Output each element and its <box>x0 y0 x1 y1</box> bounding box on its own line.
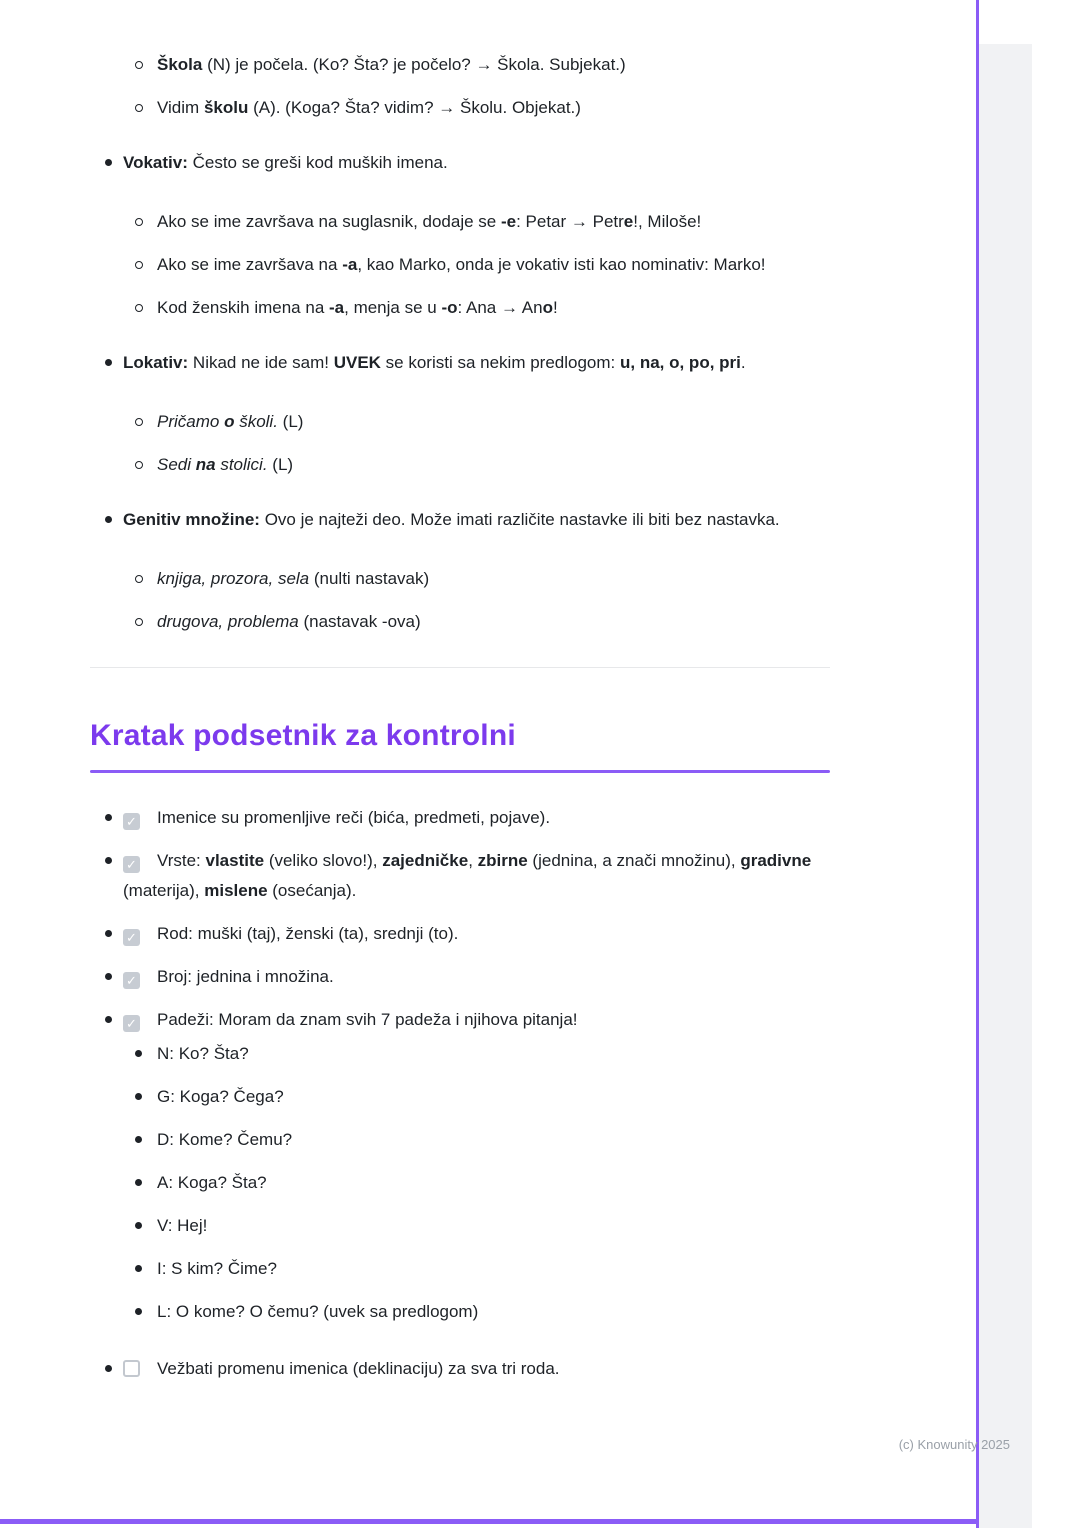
note-item <box>135 564 830 594</box>
disc-bullet-icon <box>135 1050 142 1057</box>
text-segment: (jednina, a znači množinu), <box>527 851 741 870</box>
text-segment: -a <box>342 255 358 274</box>
note-item <box>135 450 830 480</box>
circle-bullet-icon <box>135 218 143 226</box>
disc-bullet-icon <box>105 359 112 366</box>
text-segment: (nulti nastavak) <box>309 569 430 588</box>
circle-bullet-icon <box>135 207 157 226</box>
checklist-row <box>105 1005 830 1035</box>
disc-bullet-icon <box>135 1082 157 1100</box>
disc-bullet-icon <box>105 973 112 980</box>
disc-bullet-icon <box>135 1136 142 1143</box>
reminder-checklist <box>90 803 830 1384</box>
checklist-text <box>123 962 830 992</box>
text-segment: na <box>195 455 216 474</box>
text-segment: : Petar → Petr <box>516 212 624 231</box>
case-text: G: Koga? Čega? <box>157 1087 284 1106</box>
disc-bullet-icon <box>105 348 123 366</box>
text-segment: školu <box>203 98 249 117</box>
disc-bullet-icon <box>105 505 123 523</box>
circle-bullet-icon <box>135 450 157 469</box>
text-segment: Vokativ: <box>123 153 188 172</box>
disc-bullet-icon <box>105 159 112 166</box>
disc-bullet-icon <box>135 1168 157 1186</box>
circle-bullet-icon <box>135 293 157 312</box>
note-item <box>135 93 830 123</box>
note-item <box>135 293 830 323</box>
disc-bullet-icon <box>105 1016 112 1023</box>
text-segment: (N) je počela. (Ko? Šta? je počelo? → Škola. Subjekat.) <box>202 55 626 74</box>
checklist-row <box>105 803 830 833</box>
note-text <box>157 450 830 480</box>
circle-bullet-icon <box>135 575 143 583</box>
text-segment: !, Miloše! <box>633 212 702 231</box>
disc-bullet-icon <box>135 1179 142 1186</box>
checklist-item <box>105 1005 830 1327</box>
checkbox-checked-icon[interactable]: ✓ <box>123 856 140 873</box>
circle-bullet-icon <box>135 93 157 112</box>
text-segment: Škola <box>157 55 203 74</box>
note-row <box>135 607 830 637</box>
case-item <box>135 1211 830 1241</box>
circle-bullet-icon <box>135 104 143 112</box>
case-row <box>135 1125 830 1155</box>
text-segment: Sedi <box>157 455 196 474</box>
checklist-text <box>123 846 830 906</box>
text-segment: (L) <box>277 412 304 431</box>
text-segment: Nikad ne ide sam! <box>188 353 334 372</box>
text-segment: o <box>542 298 553 317</box>
checklist-text <box>123 1005 830 1035</box>
note-row <box>135 450 830 480</box>
disc-bullet-icon <box>135 1308 142 1315</box>
text-segment: , menja se u <box>344 298 442 317</box>
checklist-item <box>105 846 830 906</box>
text-segment: zbirne <box>477 851 528 870</box>
note-row <box>135 50 830 80</box>
text-segment: (materija), <box>123 881 205 900</box>
note-text <box>157 407 830 437</box>
circle-bullet-icon <box>135 250 157 269</box>
text-segment: stolici. <box>215 455 268 474</box>
text-segment: knjiga, prozora, sela <box>157 569 310 588</box>
text-segment: Pričamo <box>157 412 225 431</box>
text-segment: Vrste: <box>157 851 206 870</box>
text-segment: (L) <box>267 455 294 474</box>
note-item <box>135 250 830 280</box>
text-segment: , <box>468 851 478 870</box>
text-segment: Broj: jednina i množina. <box>157 967 334 986</box>
text-segment: , kao Marko, onda je vokativ isti kao nominativ: Marko! <box>357 255 766 274</box>
case-item <box>135 1168 830 1198</box>
disc-bullet-icon <box>135 1211 157 1229</box>
note-item <box>135 607 830 637</box>
disc-bullet-icon <box>105 1005 123 1023</box>
text-segment: Vežbati promenu imenica (deklinaciju) za sva tri roda. <box>157 1359 560 1378</box>
text-segment: (osećanja). <box>267 881 357 900</box>
disc-bullet-icon <box>135 1125 157 1143</box>
checkbox-checked-icon[interactable]: ✓ <box>123 929 140 946</box>
checkbox-checked-icon[interactable]: ✓ <box>123 1015 140 1032</box>
disc-bullet-icon <box>135 1254 157 1272</box>
text-segment: (veliko slovo!), <box>264 851 383 870</box>
circle-bullet-icon <box>135 304 143 312</box>
case-row <box>135 1039 830 1069</box>
case-row <box>135 1082 830 1112</box>
text-segment: Rod: muški (taj), ženski (ta), srednji (to). <box>157 924 459 943</box>
text-segment: školi. <box>234 412 278 431</box>
case-item <box>135 1125 830 1155</box>
disc-bullet-icon <box>105 814 112 821</box>
note-row <box>135 207 830 237</box>
text-segment: Vidim <box>157 98 204 117</box>
text-segment: se koristi sa nekim predlogom: <box>380 353 620 372</box>
content-column <box>90 50 830 1384</box>
text-segment: zajedničke <box>382 851 469 870</box>
checklist-row <box>105 1354 830 1384</box>
note-item <box>105 505 830 535</box>
note-text <box>123 348 830 378</box>
note-text <box>157 564 830 594</box>
page-right-border <box>976 0 979 1528</box>
text-segment: Ovo je najteži deo. Može imati različite nastavke ili biti bez nastavka. <box>259 510 780 529</box>
text-segment: Kod ženskih imena na <box>157 298 329 317</box>
disc-bullet-icon <box>105 919 123 937</box>
circle-bullet-icon <box>135 564 157 583</box>
case-item <box>135 1254 830 1284</box>
checklist-row <box>105 846 830 906</box>
note-row <box>135 407 830 437</box>
disc-bullet-icon <box>135 1093 142 1100</box>
case-item <box>135 1297 830 1327</box>
text-segment: u, na, o, po, pri <box>619 353 741 372</box>
checklist-row <box>105 919 830 949</box>
text-segment: o <box>224 412 235 431</box>
case-row <box>135 1168 830 1198</box>
checkbox-checked-icon[interactable]: ✓ <box>123 972 140 989</box>
text-segment: Ako se ime završava na suglasnik, dodaje se <box>157 212 501 231</box>
circle-bullet-icon <box>135 261 143 269</box>
footer-credit: (c) Knowunity 2025 <box>898 1437 1010 1452</box>
checklist-text <box>123 803 830 833</box>
note-text <box>123 148 830 178</box>
text-segment: -a <box>329 298 345 317</box>
circle-bullet-icon <box>135 50 157 69</box>
disc-bullet-icon <box>105 148 123 166</box>
text-segment: Imenice su promenljive reči (bića, predmeti, pojave). <box>157 808 551 827</box>
checklist-item <box>105 962 830 992</box>
text-segment: ! <box>552 298 558 317</box>
note-text <box>157 207 830 237</box>
circle-bullet-icon <box>135 407 157 426</box>
disc-bullet-icon <box>105 930 112 937</box>
disc-bullet-icon <box>105 1354 123 1372</box>
note-row <box>135 293 830 323</box>
checklist-item <box>105 919 830 949</box>
case-questions-list <box>135 1039 830 1327</box>
circle-bullet-icon <box>135 61 143 69</box>
note-row <box>105 348 830 378</box>
heading-underline <box>90 770 830 773</box>
case-text: D: Kome? Čemu? <box>157 1130 293 1149</box>
case-text: I: S kim? Čime? <box>157 1259 277 1278</box>
grammar-notes-list <box>90 50 830 637</box>
circle-bullet-icon <box>135 607 157 626</box>
disc-bullet-icon <box>105 1365 112 1372</box>
note-item <box>105 348 830 378</box>
note-text <box>157 93 830 123</box>
text-segment: drugova, problema <box>157 612 299 631</box>
checklist-item <box>105 1354 830 1384</box>
note-row <box>105 505 830 535</box>
case-item <box>135 1082 830 1112</box>
case-text: V: Hej! <box>157 1216 208 1235</box>
note-row <box>105 148 830 178</box>
disc-bullet-icon <box>135 1039 157 1057</box>
note-text <box>157 50 830 80</box>
checklist-text <box>123 1354 830 1384</box>
text-segment: UVEK <box>333 353 381 372</box>
circle-bullet-icon <box>135 418 143 426</box>
disc-bullet-icon <box>105 846 123 864</box>
disc-bullet-icon <box>135 1222 142 1229</box>
text-segment: . <box>740 353 746 372</box>
disc-bullet-icon <box>135 1297 157 1315</box>
section-heading: Kratak podsetnik za kontrolni <box>90 719 516 752</box>
disc-bullet-icon <box>105 962 123 980</box>
text-segment: Genitiv množine: <box>123 510 260 529</box>
note-text <box>157 293 830 323</box>
text-segment: gradivne <box>740 851 812 870</box>
note-item <box>105 148 830 178</box>
section-divider <box>90 667 830 668</box>
checklist-row <box>105 962 830 992</box>
note-item <box>135 207 830 237</box>
checklist-item <box>105 803 830 833</box>
page-bottom-border <box>0 1519 979 1524</box>
text-segment: (A). (Koga? Šta? vidim? → Školu. Objekat.) <box>248 98 581 117</box>
scrollbar-track[interactable] <box>979 44 1032 1528</box>
checklist-text <box>123 919 830 949</box>
text-segment: mislene <box>204 881 268 900</box>
disc-bullet-icon <box>105 857 112 864</box>
note-item <box>135 50 830 80</box>
text-segment: Ako se ime završava na <box>157 255 343 274</box>
case-row <box>135 1211 830 1241</box>
note-text <box>157 250 830 280</box>
note-row <box>135 564 830 594</box>
checkbox-checked-icon[interactable]: ✓ <box>123 813 140 830</box>
case-item <box>135 1039 830 1069</box>
text-segment: e <box>623 212 634 231</box>
note-text <box>157 607 830 637</box>
checkbox-unchecked-icon[interactable] <box>123 1360 140 1377</box>
case-text: A: Koga? Šta? <box>157 1173 267 1192</box>
note-row <box>135 250 830 280</box>
disc-bullet-icon <box>105 803 123 821</box>
text-segment: Lokativ: <box>123 353 189 372</box>
note-row <box>135 93 830 123</box>
text-segment: Padeži: Moram da znam svih 7 padeža i njihova pitanja! <box>157 1010 578 1029</box>
case-row <box>135 1254 830 1284</box>
disc-bullet-icon <box>105 516 112 523</box>
text-segment: : Ana → An <box>457 298 543 317</box>
circle-bullet-icon <box>135 618 143 626</box>
note-item <box>135 407 830 437</box>
text-segment: Često se greši kod muških imena. <box>187 153 448 172</box>
text-segment: -o <box>441 298 458 317</box>
case-text: L: O kome? O čemu? (uvek sa predlogom) <box>157 1302 479 1321</box>
text-segment: vlastite <box>205 851 265 870</box>
note-text <box>123 505 830 535</box>
text-segment: -e <box>500 212 517 231</box>
text-segment: (nastavak -ova) <box>298 612 421 631</box>
case-text: N: Ko? Šta? <box>157 1044 249 1063</box>
circle-bullet-icon <box>135 461 143 469</box>
case-row <box>135 1297 830 1327</box>
disc-bullet-icon <box>135 1265 142 1272</box>
